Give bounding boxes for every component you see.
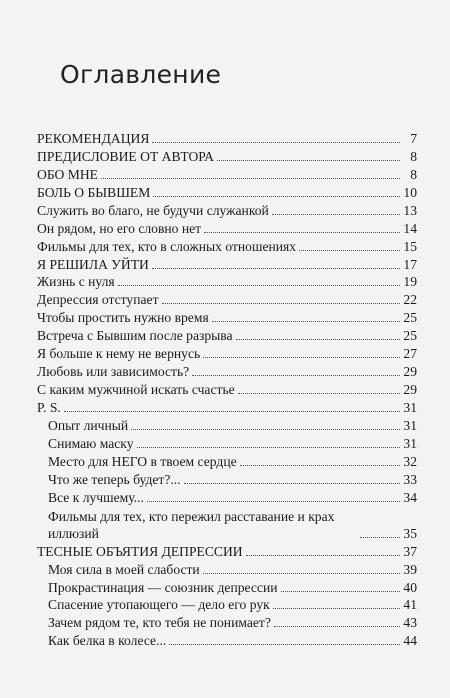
dot-leader <box>204 232 400 233</box>
toc-entry-page: 31 <box>403 417 417 433</box>
toc-entry-page: 29 <box>403 382 417 398</box>
toc-entry-page: 14 <box>403 220 417 236</box>
toc-entry <box>37 363 417 381</box>
toc-entry <box>37 614 417 632</box>
toc-entry-page: 31 <box>403 400 417 415</box>
table-of-contents <box>37 130 417 650</box>
toc-entry-page: 7 <box>410 130 417 146</box>
toc-entry-title: P. S. <box>37 400 61 415</box>
toc-entry-page: 13 <box>403 202 417 218</box>
toc-entry-title: Чтобы простить нужно время <box>37 310 209 326</box>
dot-leader <box>169 644 400 645</box>
toc-entry-page: 27 <box>403 346 417 362</box>
toc-entry-page: 39 <box>403 561 417 577</box>
toc-entry-title: Жизнь с нуля <box>37 274 115 290</box>
toc-entry-page: 40 <box>403 579 417 595</box>
toc-entry-page: 15 <box>403 238 417 254</box>
toc-entry-title: Фильмы для тех, кто пережил расставание и крах иллюзий <box>48 508 335 541</box>
toc-entry-title: Все к лучшему... <box>48 489 144 505</box>
toc-entry-title: БОЛЬ О БЫВШЕМ <box>37 184 151 200</box>
toc-entry <box>37 579 417 597</box>
toc-entry <box>37 489 417 507</box>
toc-entry-title: Фильмы для тех, кто в сложных отношениях <box>37 238 297 254</box>
toc-entry <box>37 597 417 615</box>
toc-entry-title: Как белка в колесе... <box>48 633 167 649</box>
toc-entry-title: Зачем рядом те, кто тебя не понимает? <box>48 615 271 631</box>
dot-leader <box>360 537 400 538</box>
toc-entry <box>37 345 417 363</box>
toc-entry-page: 25 <box>403 310 417 326</box>
toc-entry-page: 19 <box>403 274 417 290</box>
page-title: Оглавление <box>60 60 222 89</box>
toc-entry-title: Спасение утопающего — дело его рук <box>48 597 270 613</box>
toc-entry-title: Прокрастинация — союзник депрессии <box>48 579 278 595</box>
toc-entry-page: 44 <box>403 633 417 649</box>
toc-entry <box>37 381 417 399</box>
dot-leader <box>246 555 400 556</box>
toc-entry <box>37 543 417 561</box>
toc-entry-title: ОБО МНЕ <box>37 166 98 182</box>
toc-entry-page: 10 <box>403 184 417 200</box>
toc-entry-page: 22 <box>403 292 417 308</box>
dot-leader <box>147 501 400 502</box>
toc-entry-title: ТЕСНЫЕ ОБЪЯТИЯ ДЕПРЕССИИ <box>37 543 243 559</box>
toc-entry-title: РЕКОМЕНДАЦИЯ <box>37 130 150 146</box>
toc-entry-page: 29 <box>403 364 417 380</box>
toc-entry-title: Я РЕШИЛА УЙТИ <box>37 256 149 272</box>
dot-leader <box>238 393 400 394</box>
toc-entry <box>37 274 417 292</box>
toc-entry <box>37 507 417 543</box>
toc-entry-title: Депрессия отступает <box>37 292 159 308</box>
toc-entry-page: 17 <box>403 256 417 272</box>
dot-leader <box>272 214 400 215</box>
dot-leader <box>240 465 400 466</box>
dot-leader <box>64 411 400 412</box>
toc-entry-title: Опыт личный <box>48 417 129 433</box>
toc-entry <box>37 327 417 345</box>
dot-leader <box>203 357 400 358</box>
toc-entry-title: Я больше к нему не вернусь <box>37 346 201 362</box>
toc-entry-page: 34 <box>403 489 417 505</box>
dot-leader <box>153 196 400 197</box>
toc-entry <box>37 202 417 220</box>
toc-entry-title: Служить во благо, не будучи служанкой <box>37 202 269 218</box>
toc-entry <box>37 435 417 453</box>
toc-entry-title: Что же теперь будет?... <box>48 471 181 487</box>
toc-entry-title: С каким мужчиной искать счастье <box>37 382 235 398</box>
dot-leader <box>203 573 400 574</box>
toc-entry <box>37 561 417 579</box>
toc-entry-page: 35 <box>403 525 417 541</box>
toc-entry-title: Любовь или зависимость? <box>37 364 190 380</box>
toc-entry-title: Встреча с Бывшим после разрыва <box>37 328 233 344</box>
toc-entry <box>37 471 417 489</box>
toc-entry <box>37 291 417 309</box>
dot-leader <box>273 608 400 609</box>
dot-leader <box>212 321 400 322</box>
toc-entry-page: 41 <box>403 597 417 613</box>
toc-entry <box>37 399 417 417</box>
toc-entry <box>37 632 417 650</box>
toc-entry-page: 32 <box>403 453 417 469</box>
toc-entry <box>37 238 417 256</box>
dot-leader <box>184 483 400 484</box>
dot-leader <box>131 429 400 430</box>
toc-entry <box>37 130 417 148</box>
toc-entry-title: ПРЕДИСЛОВИЕ ОТ АВТОРА <box>37 148 214 164</box>
toc-entry <box>37 184 417 202</box>
toc-entry <box>37 166 417 184</box>
toc-entry <box>37 453 417 471</box>
dot-leader <box>118 285 400 286</box>
toc-entry <box>37 220 417 238</box>
toc-entry-page: 43 <box>403 615 417 631</box>
dot-leader <box>152 142 400 143</box>
toc-entry <box>37 309 417 327</box>
dot-leader <box>162 303 400 304</box>
dot-leader <box>236 339 400 340</box>
toc-entry-page: 31 <box>403 435 417 451</box>
toc-entry-title: Место для НЕГО в твоем сердце <box>48 453 237 469</box>
dot-leader <box>101 178 400 179</box>
dot-leader <box>281 591 400 592</box>
dot-leader <box>192 375 400 376</box>
dot-leader <box>217 160 400 161</box>
toc-entry-page: 8 <box>410 148 417 164</box>
dot-leader <box>274 626 400 627</box>
toc-entry <box>37 417 417 435</box>
toc-entry-page: 25 <box>403 328 417 344</box>
toc-entry-title: Моя сила в моей слабости <box>48 561 200 577</box>
toc-entry <box>37 148 417 166</box>
toc-entry <box>37 256 417 274</box>
dot-leader <box>299 250 400 251</box>
toc-entry-page: 37 <box>403 543 417 559</box>
toc-entry-page: 8 <box>410 166 417 182</box>
toc-entry-title: Снимаю маску <box>48 435 134 451</box>
dot-leader <box>137 447 401 448</box>
toc-entry-page: 33 <box>403 471 417 487</box>
dot-leader <box>152 268 400 269</box>
toc-entry-title: Он рядом, но его словно нет <box>37 220 202 236</box>
